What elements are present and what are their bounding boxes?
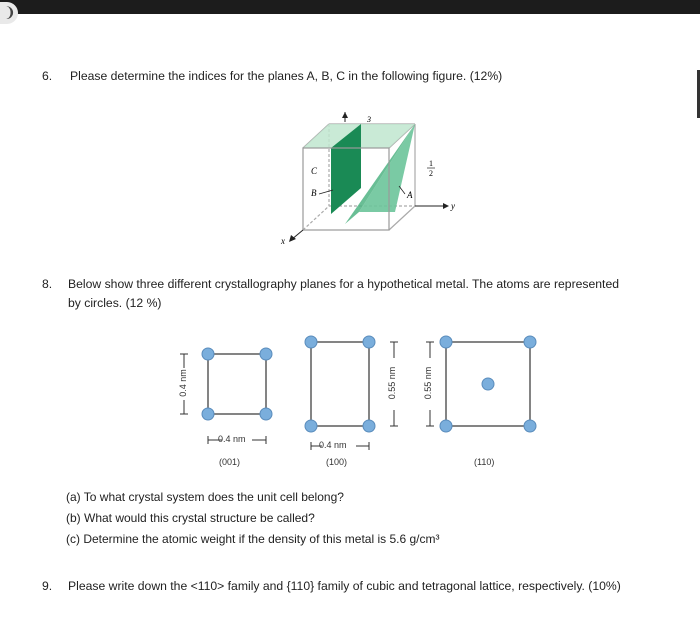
atom bbox=[202, 348, 214, 360]
atom bbox=[440, 420, 452, 432]
label-b: B bbox=[311, 188, 317, 198]
viewer-top-bar bbox=[0, 0, 700, 20]
label-3: 3 bbox=[367, 115, 371, 124]
back-button[interactable] bbox=[0, 2, 18, 24]
fraction-numerator: 1 bbox=[429, 159, 433, 168]
plane-100-height-label: 0.55 nm bbox=[387, 366, 397, 400]
plane-001-height-label: 0.4 nm bbox=[178, 369, 188, 397]
sub-question-b: (b) What would this crystal structure be called? bbox=[66, 511, 315, 525]
question-text-line2: by circles. (12 %) bbox=[68, 296, 162, 310]
label-c: C bbox=[311, 166, 318, 176]
atom bbox=[363, 420, 375, 432]
sub-question-a: (a) To what crystal system does the unit cell belong? bbox=[66, 490, 344, 504]
axis-x-label: x bbox=[281, 236, 285, 246]
axis-y-label: y bbox=[451, 201, 455, 211]
label-a: A bbox=[407, 190, 413, 200]
plane-100-width-label: 0.4 nm bbox=[319, 440, 347, 450]
atom bbox=[305, 336, 317, 348]
atom bbox=[260, 408, 272, 420]
atom bbox=[363, 336, 375, 348]
question-8 bbox=[42, 276, 682, 310]
question-number: 9. bbox=[42, 579, 53, 593]
atom bbox=[524, 336, 536, 348]
question-text: Please determine the indices for the planes A, B, C in the following figure. (12%) bbox=[70, 69, 503, 83]
question-number: 6. bbox=[42, 69, 53, 83]
chevron-left-icon: ❩ bbox=[4, 4, 16, 20]
fraction-denominator: 2 bbox=[429, 169, 433, 178]
question-text: Please write down the <110> family and {110} family of cubic and tetragonal lattice, respectively. (10%) bbox=[68, 579, 621, 593]
atom bbox=[305, 420, 317, 432]
question-9 bbox=[42, 578, 692, 594]
atom-center bbox=[482, 378, 494, 390]
cube-figure bbox=[275, 112, 475, 252]
question-number: 8. bbox=[42, 277, 53, 291]
plane-110-height-label: 0.55 nm bbox=[423, 366, 433, 400]
atom bbox=[202, 408, 214, 420]
atom bbox=[440, 336, 452, 348]
plane-100-name: (100) bbox=[326, 457, 348, 467]
question-6 bbox=[42, 68, 642, 84]
plane-001-name: (001) bbox=[219, 457, 241, 467]
atom bbox=[524, 420, 536, 432]
atom bbox=[260, 348, 272, 360]
sub-question-c: (c) Determine the atomic weight if the density of this metal is 5.6 g/cm³ bbox=[66, 532, 440, 546]
question-text-line1: Below show three different crystallography planes for a hypothetical metal. The atoms are represented bbox=[68, 277, 619, 291]
plane-001-width-label: 0.4 nm bbox=[218, 434, 246, 444]
planes-figure bbox=[168, 328, 548, 468]
plane-110-name: (110) bbox=[474, 457, 495, 467]
